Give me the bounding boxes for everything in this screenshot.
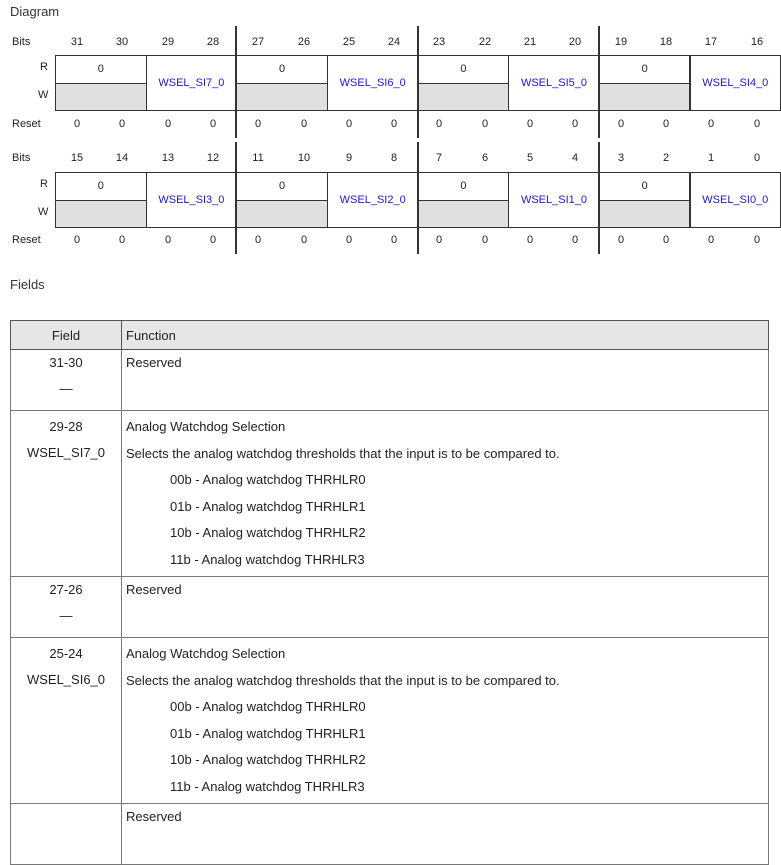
field-title: Reserved xyxy=(126,350,768,377)
fields-heading: Fields xyxy=(10,277,45,292)
bit-number: 24 xyxy=(379,36,409,48)
register-field: WSEL_SI6_0 xyxy=(327,55,419,111)
bit-number: 8 xyxy=(379,152,409,164)
bit-number: 12 xyxy=(198,152,228,164)
reset-value: 0 xyxy=(742,118,772,130)
fields-table xyxy=(10,320,769,865)
field-description: Selects the analog watchdog thresholds that the input is to be compared to. xyxy=(126,441,768,468)
bit-number: 15 xyxy=(62,152,92,164)
field-bits: 27-26 xyxy=(11,577,121,603)
reset-value: 0 xyxy=(470,118,500,130)
reset-label: Reset xyxy=(12,118,41,130)
reserved-field-read: 0 xyxy=(599,55,691,83)
reserved-field-write xyxy=(236,83,328,111)
table-row xyxy=(11,804,769,865)
reset-value: 0 xyxy=(107,234,137,246)
reset-value: 0 xyxy=(62,234,92,246)
register-field: WSEL_SI3_0 xyxy=(146,172,238,228)
table-row xyxy=(11,638,769,804)
table-row xyxy=(11,411,769,577)
reset-value: 0 xyxy=(379,234,409,246)
field-name: WSEL_SI6_0 xyxy=(11,667,121,693)
bit-number: 14 xyxy=(107,152,137,164)
field-description: Selects the analog watchdog thresholds that the input is to be compared to. xyxy=(126,668,768,695)
reserved-field-read: 0 xyxy=(55,172,147,200)
field-bits: 29-28 xyxy=(11,414,121,440)
bit-number: 23 xyxy=(424,36,454,48)
reset-value: 0 xyxy=(742,234,772,246)
bits-label: Bits xyxy=(12,36,30,48)
write-label: W xyxy=(38,89,48,101)
reset-value: 0 xyxy=(198,234,228,246)
field-name: — xyxy=(11,376,121,402)
bit-number: 9 xyxy=(334,152,364,164)
reset-value: 0 xyxy=(198,118,228,130)
function-column-header: Function xyxy=(122,321,769,350)
field-title: Reserved xyxy=(126,577,768,604)
reserved-field-write xyxy=(599,200,691,228)
reset-value: 0 xyxy=(424,118,454,130)
field-name xyxy=(11,830,121,856)
reset-value: 0 xyxy=(62,118,92,130)
reset-value: 0 xyxy=(243,234,273,246)
register-field: WSEL_SI4_0 xyxy=(690,55,781,111)
field-option: 10b - Analog watchdog THRHLR2 xyxy=(126,520,768,547)
reserved-field-read: 0 xyxy=(418,172,510,200)
bit-number: 30 xyxy=(107,36,137,48)
read-label: R xyxy=(40,178,48,190)
bit-number: 26 xyxy=(289,36,319,48)
reserved-field-write xyxy=(418,83,510,111)
read-label: R xyxy=(40,61,48,73)
field-option: 11b - Analog watchdog THRHLR3 xyxy=(126,774,768,801)
reserved-field-write xyxy=(599,83,691,111)
bit-number: 7 xyxy=(424,152,454,164)
bit-number: 22 xyxy=(470,36,500,48)
field-option: 01b - Analog watchdog THRHLR1 xyxy=(126,494,768,521)
reserved-field-read: 0 xyxy=(599,172,691,200)
reset-value: 0 xyxy=(651,234,681,246)
reserved-field-read: 0 xyxy=(418,55,510,83)
bit-number: 10 xyxy=(289,152,319,164)
bits-label: Bits xyxy=(12,152,30,164)
reset-value: 0 xyxy=(560,118,590,130)
reset-value: 0 xyxy=(696,234,726,246)
reset-value: 0 xyxy=(515,234,545,246)
bit-number: 4 xyxy=(560,152,590,164)
field-option: 00b - Analog watchdog THRHLR0 xyxy=(126,467,768,494)
group-separator xyxy=(417,26,419,138)
register-field: WSEL_SI0_0 xyxy=(690,172,781,228)
bit-number: 21 xyxy=(515,36,545,48)
field-option: 01b - Analog watchdog THRHLR1 xyxy=(126,721,768,748)
reset-value: 0 xyxy=(153,234,183,246)
reserved-field-write xyxy=(55,83,147,111)
reset-value: 0 xyxy=(424,234,454,246)
reset-value: 0 xyxy=(379,118,409,130)
bit-number: 6 xyxy=(470,152,500,164)
field-title: Reserved xyxy=(126,804,768,831)
group-separator xyxy=(235,142,237,254)
field-option: 00b - Analog watchdog THRHLR0 xyxy=(126,694,768,721)
field-title: Analog Watchdog Selection xyxy=(126,414,768,441)
field-bits: 25-24 xyxy=(11,641,121,667)
table-row xyxy=(11,350,769,411)
reserved-field-read: 0 xyxy=(55,55,147,83)
write-label: W xyxy=(38,206,48,218)
reset-value: 0 xyxy=(334,118,364,130)
reset-value: 0 xyxy=(696,118,726,130)
bit-number: 2 xyxy=(651,152,681,164)
reset-value: 0 xyxy=(107,118,137,130)
reset-value: 0 xyxy=(289,234,319,246)
bit-number: 20 xyxy=(560,36,590,48)
bit-number: 29 xyxy=(153,36,183,48)
field-title: Analog Watchdog Selection xyxy=(126,641,768,668)
bit-number: 3 xyxy=(606,152,636,164)
bit-number: 13 xyxy=(153,152,183,164)
reserved-field-write xyxy=(55,200,147,228)
bit-number: 19 xyxy=(606,36,636,48)
bit-number: 17 xyxy=(696,36,726,48)
bit-number: 18 xyxy=(651,36,681,48)
group-separator xyxy=(598,26,600,138)
reset-value: 0 xyxy=(560,234,590,246)
group-separator xyxy=(235,26,237,138)
reset-value: 0 xyxy=(606,118,636,130)
bit-number: 0 xyxy=(742,152,772,164)
field-option: 10b - Analog watchdog THRHLR2 xyxy=(126,747,768,774)
bit-number: 27 xyxy=(243,36,273,48)
reserved-field-write xyxy=(236,200,328,228)
bit-number: 25 xyxy=(334,36,364,48)
reset-label: Reset xyxy=(12,234,41,246)
bit-number: 16 xyxy=(742,36,772,48)
bit-number: 11 xyxy=(243,152,273,164)
group-separator xyxy=(598,142,600,254)
bit-number: 28 xyxy=(198,36,228,48)
reserved-field-read: 0 xyxy=(236,55,328,83)
field-name: — xyxy=(11,603,121,629)
register-field: WSEL_SI2_0 xyxy=(327,172,419,228)
field-column-header: Field xyxy=(11,321,122,350)
reset-value: 0 xyxy=(470,234,500,246)
field-name: WSEL_SI7_0 xyxy=(11,440,121,466)
reset-value: 0 xyxy=(606,234,636,246)
reset-value: 0 xyxy=(243,118,273,130)
reset-value: 0 xyxy=(289,118,319,130)
table-row xyxy=(11,577,769,638)
reserved-field-read: 0 xyxy=(236,172,328,200)
bit-number: 1 xyxy=(696,152,726,164)
reset-value: 0 xyxy=(334,234,364,246)
reset-value: 0 xyxy=(515,118,545,130)
reset-value: 0 xyxy=(153,118,183,130)
field-bits xyxy=(11,804,121,830)
bit-number: 31 xyxy=(62,36,92,48)
reserved-field-write xyxy=(418,200,510,228)
reset-value: 0 xyxy=(651,118,681,130)
register-field: WSEL_SI7_0 xyxy=(146,55,238,111)
group-separator xyxy=(417,142,419,254)
bit-number: 5 xyxy=(515,152,545,164)
register-field: WSEL_SI1_0 xyxy=(508,172,600,228)
field-bits: 31-30 xyxy=(11,350,121,376)
register-field: WSEL_SI5_0 xyxy=(508,55,600,111)
diagram-heading: Diagram xyxy=(10,4,59,19)
field-option: 11b - Analog watchdog THRHLR3 xyxy=(126,547,768,574)
